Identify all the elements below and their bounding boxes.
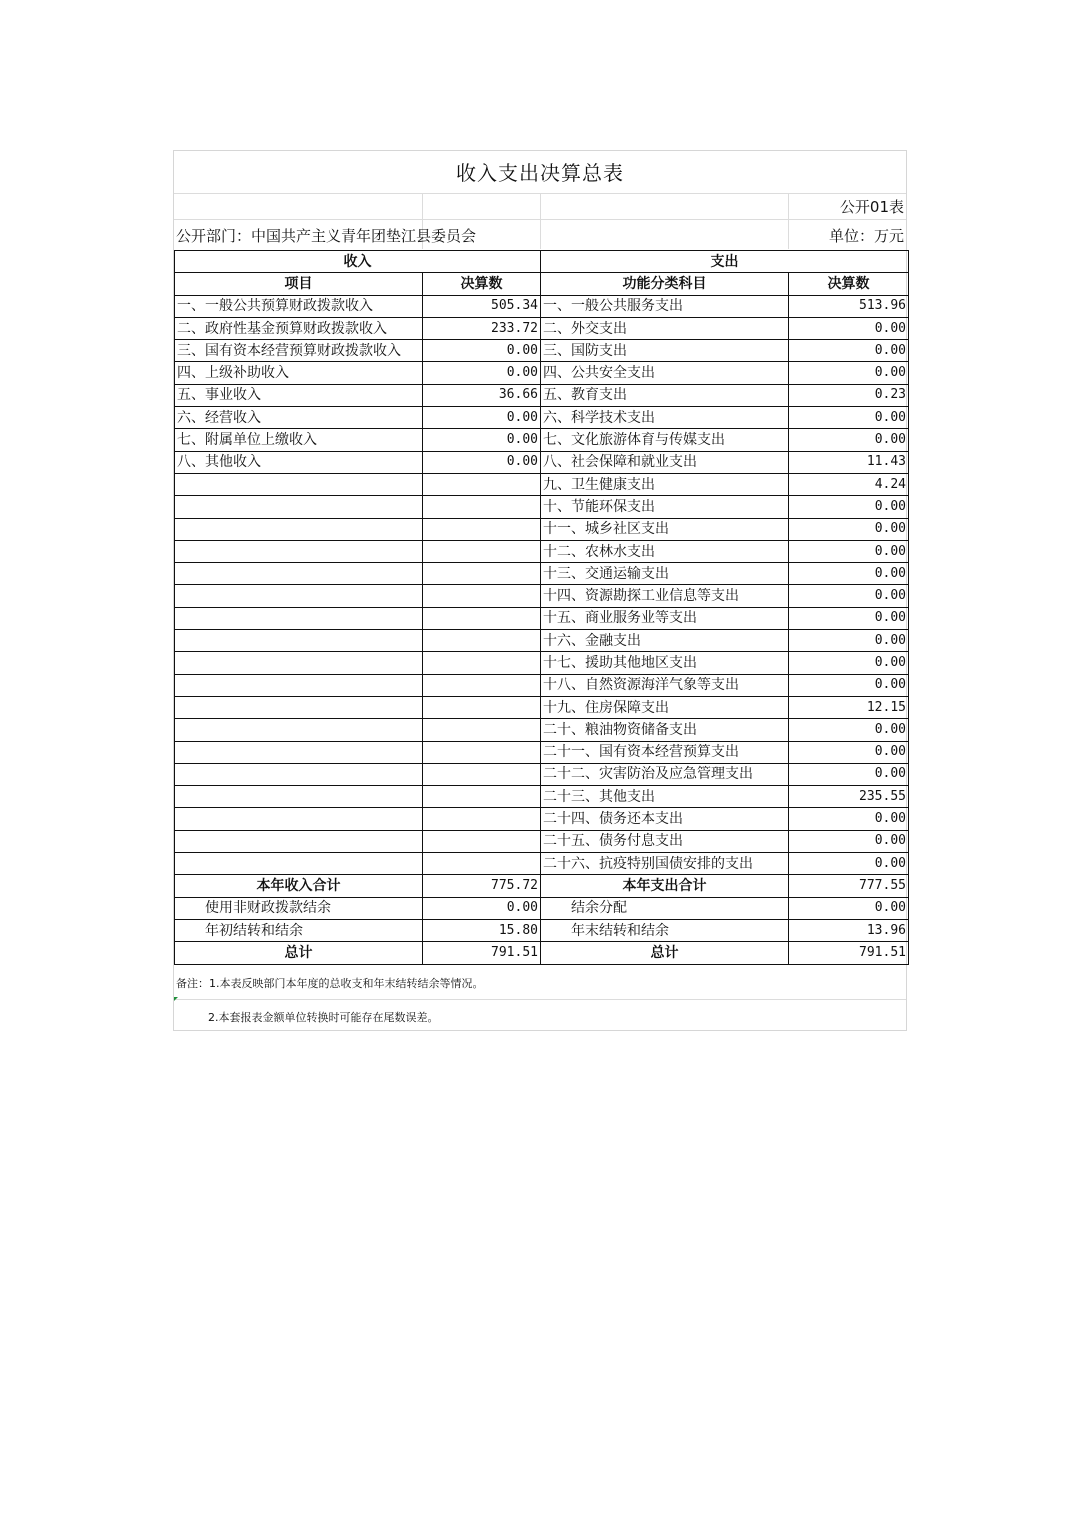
expense-amount-cell: 0.00 (789, 407, 909, 429)
income-label-cell: 使用非财政拨款结余 (175, 897, 423, 919)
expense-item-cell: 十一、城乡社区支出 (541, 518, 789, 540)
table-row (175, 429, 909, 451)
table-row (175, 340, 909, 362)
expense-item-cell: 十七、援助其他地区支出 (541, 652, 789, 674)
expense-amount-cell: 0.00 (789, 607, 909, 629)
col-header-amount2: 决算数 (789, 273, 909, 295)
income-item-cell (175, 563, 423, 585)
income-amount-cell (423, 808, 541, 830)
expense-amount-cell: 0.00 (789, 317, 909, 339)
income-section-header: 收入 (175, 251, 541, 273)
income-amount-cell: 36.66 (423, 384, 541, 406)
income-amount-cell (423, 674, 541, 696)
income-item-cell (175, 830, 423, 852)
col-header-func: 功能分类科目 (541, 273, 789, 295)
expense-label-cell: 本年支出合计 (541, 875, 789, 897)
expense-item-cell: 二十五、债务付息支出 (541, 830, 789, 852)
income-amount-cell: 15.80 (423, 919, 541, 941)
table-row (175, 451, 909, 473)
expense-label-cell: 年末结转和结余 (541, 919, 789, 941)
grid-line (174, 999, 906, 1000)
expense-item-cell: 四、公共安全支出 (541, 362, 789, 384)
report-sheet (173, 150, 907, 1031)
expense-section-header: 支出 (541, 251, 909, 273)
expense-item-cell: 十八、自然资源海洋气象等支出 (541, 674, 789, 696)
expense-label-cell: 总计 (541, 942, 789, 964)
expense-item-cell: 九、卫生健康支出 (541, 473, 789, 495)
income-amount-cell (423, 540, 541, 562)
table-row (175, 518, 909, 540)
table-row (175, 853, 909, 875)
expense-amount-cell: 235.55 (789, 786, 909, 808)
grid-line (540, 193, 541, 249)
section-header-row (175, 251, 909, 273)
income-amount-cell (423, 830, 541, 852)
expense-amount-cell: 13.96 (789, 919, 909, 941)
income-label-cell: 本年收入合计 (175, 875, 423, 897)
table-row (175, 674, 909, 696)
income-amount-cell: 505.34 (423, 295, 541, 317)
income-item-cell (175, 518, 423, 540)
expense-item-cell: 五、教育支出 (541, 384, 789, 406)
table-row (175, 362, 909, 384)
table-row (175, 563, 909, 585)
income-amount-cell (423, 496, 541, 518)
report-title: 收入支出决算总表 (456, 161, 624, 185)
expense-amount-cell: 0.00 (789, 897, 909, 919)
grid-line (788, 193, 789, 249)
expense-amount-cell: 791.51 (789, 942, 909, 964)
income-amount-cell: 791.51 (423, 942, 541, 964)
income-item-cell (175, 853, 423, 875)
income-item-cell (175, 473, 423, 495)
income-item-cell (175, 630, 423, 652)
expense-amount-cell: 0.00 (789, 652, 909, 674)
income-amount-cell (423, 518, 541, 540)
income-item-cell: 七、附属单位上缴收入 (175, 429, 423, 451)
income-amount-cell: 0.00 (423, 340, 541, 362)
expense-amount-cell: 4.24 (789, 473, 909, 495)
expense-item-cell: 二十二、灾害防治及应急管理支出 (541, 763, 789, 785)
income-item-cell (175, 719, 423, 741)
grand-total-row (175, 942, 909, 964)
expense-amount-cell: 0.00 (789, 674, 909, 696)
income-item-cell: 二、政府性基金预算财政拨款收入 (175, 317, 423, 339)
table-row (175, 384, 909, 406)
income-amount-cell (423, 853, 541, 875)
income-item-cell (175, 696, 423, 718)
income-expense-table (174, 250, 909, 965)
expense-amount-cell: 0.00 (789, 741, 909, 763)
expense-amount-cell: 0.00 (789, 563, 909, 585)
expense-amount-cell: 0.00 (789, 630, 909, 652)
expense-item-cell: 十四、资源勘探工业信息等支出 (541, 585, 789, 607)
table-row (175, 741, 909, 763)
table-row (175, 540, 909, 562)
income-item-cell (175, 585, 423, 607)
income-amount-cell (423, 719, 541, 741)
col-header-item: 项目 (175, 273, 423, 295)
income-amount-cell: 233.72 (423, 317, 541, 339)
expense-amount-cell: 0.23 (789, 384, 909, 406)
income-amount-cell (423, 696, 541, 718)
expense-amount-cell: 0.00 (789, 585, 909, 607)
expense-amount-cell: 777.55 (789, 875, 909, 897)
income-item-cell (175, 540, 423, 562)
income-item-cell: 六、经营收入 (175, 407, 423, 429)
income-item-cell (175, 741, 423, 763)
table-row (175, 585, 909, 607)
income-amount-cell: 0.00 (423, 451, 541, 473)
table-row (175, 473, 909, 495)
note-2: 2.本套报表金额单位转换时可能存在尾数误差。 (208, 1011, 439, 1024)
income-item-cell: 八、其他收入 (175, 451, 423, 473)
income-item-cell (175, 652, 423, 674)
expense-item-cell: 二十四、债务还本支出 (541, 808, 789, 830)
income-amount-cell (423, 630, 541, 652)
table-row (175, 652, 909, 674)
table-row (175, 763, 909, 785)
table-row (175, 630, 909, 652)
expense-amount-cell: 0.00 (789, 719, 909, 741)
table-row (175, 786, 909, 808)
expense-amount-cell: 0.00 (789, 853, 909, 875)
income-amount-cell (423, 607, 541, 629)
table-row (175, 317, 909, 339)
department-label: 公开部门：中国共产主义青年团垫江县委员会 (176, 227, 477, 245)
column-header-row (175, 273, 909, 295)
expense-amount-cell: 0.00 (789, 429, 909, 451)
table-row (175, 696, 909, 718)
table-row (175, 295, 909, 317)
income-amount-cell (423, 652, 541, 674)
year-total-row (175, 875, 909, 897)
income-item-cell (175, 496, 423, 518)
expense-item-cell: 十五、商业服务业等支出 (541, 607, 789, 629)
expense-amount-cell: 0.00 (789, 540, 909, 562)
expense-amount-cell: 0.00 (789, 808, 909, 830)
note-1: 备注：1.本表反映部门本年度的总收支和年末结转结余等情况。 (176, 977, 484, 990)
expense-item-cell: 七、文化旅游体育与传媒支出 (541, 429, 789, 451)
cell-marker-icon (174, 997, 178, 1001)
income-item-cell (175, 763, 423, 785)
expense-item-cell: 二十一、国有资本经营预算支出 (541, 741, 789, 763)
expense-item-cell: 十二、农林水支出 (541, 540, 789, 562)
expense-item-cell: 一、一般公共服务支出 (541, 295, 789, 317)
expense-item-cell: 十六、金融支出 (541, 630, 789, 652)
nonfiscal-row (175, 897, 909, 919)
income-amount-cell (423, 763, 541, 785)
expense-amount-cell: 0.00 (789, 340, 909, 362)
expense-amount-cell: 0.00 (789, 362, 909, 384)
expense-amount-cell: 0.00 (789, 830, 909, 852)
income-item-cell (175, 786, 423, 808)
income-item-cell: 五、事业收入 (175, 384, 423, 406)
expense-item-cell: 六、科学技术支出 (541, 407, 789, 429)
expense-label-cell: 结余分配 (541, 897, 789, 919)
expense-item-cell: 二十、粮油物资储备支出 (541, 719, 789, 741)
income-amount-cell: 0.00 (423, 897, 541, 919)
expense-item-cell: 二十三、其他支出 (541, 786, 789, 808)
table-row (175, 830, 909, 852)
income-label-cell: 年初结转和结余 (175, 919, 423, 941)
form-number: 公开01表 (839, 198, 904, 216)
income-item-cell (175, 674, 423, 696)
expense-item-cell: 八、社会保障和就业支出 (541, 451, 789, 473)
expense-item-cell: 二十六、抗疫特别国债安排的支出 (541, 853, 789, 875)
expense-amount-cell: 11.43 (789, 451, 909, 473)
income-amount-cell: 775.72 (423, 875, 541, 897)
income-item-cell: 四、上级补助收入 (175, 362, 423, 384)
table-row (175, 607, 909, 629)
table-row (175, 496, 909, 518)
expense-amount-cell: 513.96 (789, 295, 909, 317)
income-amount-cell (423, 741, 541, 763)
expense-amount-cell: 12.15 (789, 696, 909, 718)
income-amount-cell (423, 563, 541, 585)
expense-amount-cell: 0.00 (789, 518, 909, 540)
expense-item-cell: 十、节能环保支出 (541, 496, 789, 518)
income-amount-cell: 0.00 (423, 429, 541, 451)
expense-item-cell: 三、国防支出 (541, 340, 789, 362)
income-label-cell: 总计 (175, 942, 423, 964)
table-row (175, 808, 909, 830)
income-item-cell (175, 808, 423, 830)
income-amount-cell (423, 786, 541, 808)
income-item-cell (175, 607, 423, 629)
table-row (175, 407, 909, 429)
income-amount-cell (423, 585, 541, 607)
income-amount-cell: 0.00 (423, 407, 541, 429)
income-amount-cell: 0.00 (423, 362, 541, 384)
unit-label: 单位：万元 (828, 227, 904, 245)
expense-item-cell: 十三、交通运输支出 (541, 563, 789, 585)
income-item-cell: 三、国有资本经营预算财政拨款收入 (175, 340, 423, 362)
col-header-amount: 决算数 (423, 273, 541, 295)
carryover-row (175, 919, 909, 941)
expense-amount-cell: 0.00 (789, 763, 909, 785)
table-row (175, 719, 909, 741)
expense-amount-cell: 0.00 (789, 496, 909, 518)
expense-item-cell: 二、外交支出 (541, 317, 789, 339)
income-item-cell: 一、一般公共预算财政拨款收入 (175, 295, 423, 317)
income-amount-cell (423, 473, 541, 495)
expense-item-cell: 十九、住房保障支出 (541, 696, 789, 718)
